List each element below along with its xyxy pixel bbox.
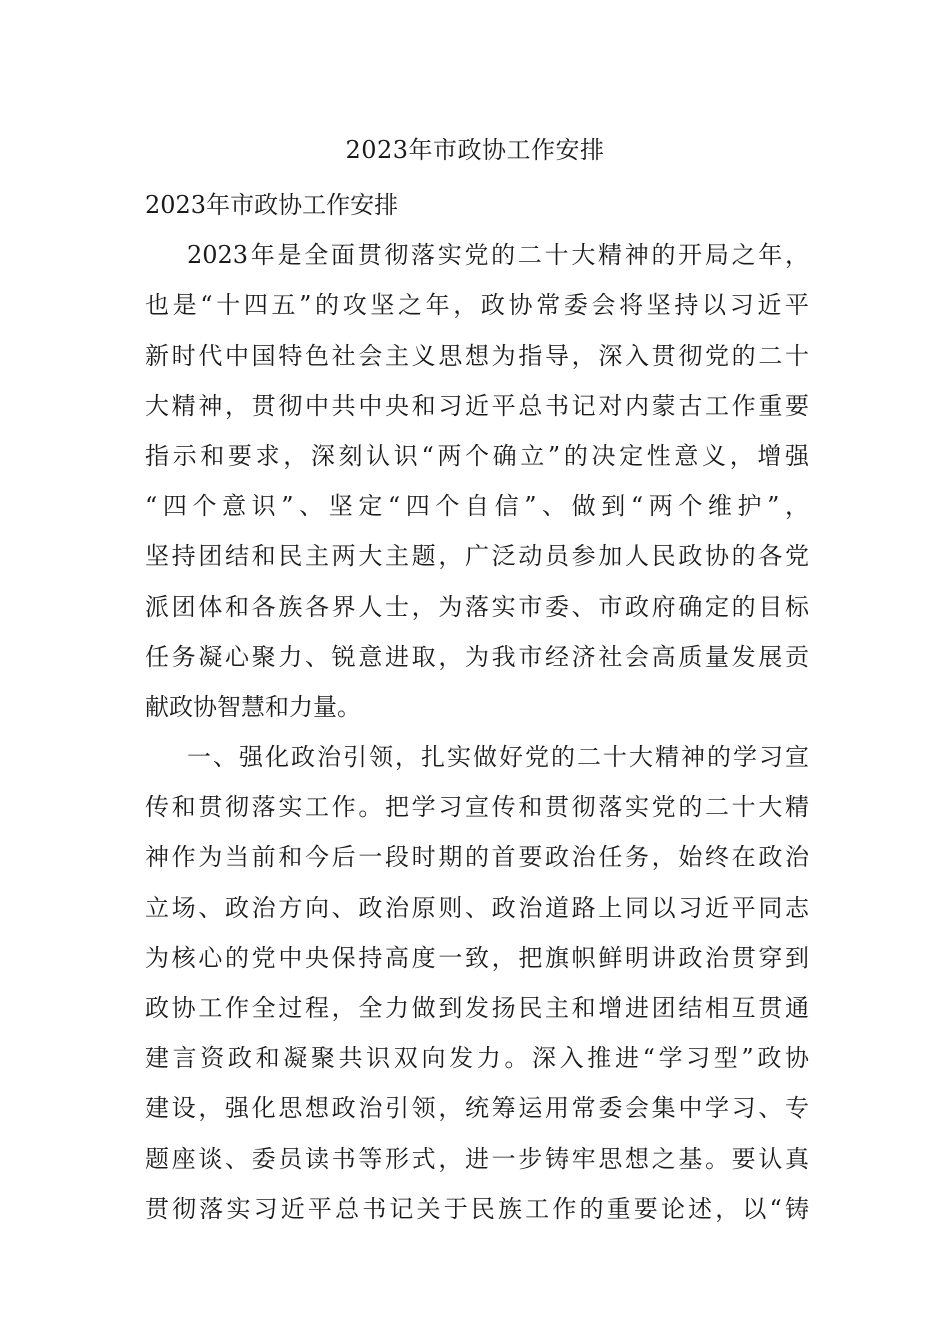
paragraph-line: 2023年是全面贯彻落实党的二十大精神的开局之年， <box>187 241 809 270</box>
paragraph-line: 坚持团结和民主两大主题，广泛动员参加人民政协的各党 <box>145 542 809 571</box>
paragraph-line: 建言资政和凝聚共识双向发力。深入推进“学习型”政协 <box>145 1044 809 1073</box>
paragraph-line: 大精神，贯彻中共中央和习近平总书记对内蒙古工作重要 <box>145 391 809 420</box>
paragraph-line: 派团体和各族各界人士，为落实市委、市政府确定的目标 <box>145 592 809 621</box>
paragraph-line: 指示和要求，深刻认识“两个确立”的决定性意义，增强 <box>145 441 809 470</box>
paragraph-line: 也是“十四五”的攻坚之年，政协常委会将坚持以习近平 <box>145 291 809 320</box>
paragraph-line: “四个意识”、坚定“四个自信”、做到“两个维护”， <box>145 492 809 521</box>
paragraph-line: 政协工作全过程，全力做到发扬民主和增进团结相互贯通 <box>145 994 809 1022</box>
paragraph-line: 为核心的党中央保持高度一致，把旗帜鲜明讲政治贯穿到 <box>145 943 809 972</box>
document-subtitle-line: 2023年市政协工作安排 <box>145 191 399 219</box>
paragraph-line: 贯彻落实习近平总书记关于民族工作的重要论述，以“铸 <box>145 1194 809 1223</box>
paragraph-line: 题座谈、委员读书等形式，进一步铸牢思想之基。要认真 <box>145 1144 809 1173</box>
paragraph-line: 神作为当前和今后一段时期的首要政治任务，始终在政治 <box>145 843 809 872</box>
paragraph-line: 新时代中国特色社会主义思想为指导，深入贯彻党的二十 <box>145 341 809 370</box>
paragraph-line: 传和贯彻落实工作。把学习宣传和贯彻落实党的二十大精 <box>145 793 809 822</box>
paragraph-line: 建设，强化思想政治引领，统筹运用常委会集中学习、专 <box>145 1094 809 1123</box>
paragraph-line: 一、强化政治引领，扎实做好党的二十大精神的学习宣 <box>187 743 809 772</box>
paragraph-line: 立场、政治方向、政治原则、政治道路上同以习近平同志 <box>145 893 809 922</box>
document-title: 2023年市政协工作安排 <box>345 136 605 164</box>
paragraph-line: 献政协智慧和力量。 <box>145 692 361 721</box>
document-body <box>145 180 809 1234</box>
paragraph-line: 任务凝心聚力、锐意进取，为我市经济社会高质量发展贡 <box>145 642 809 671</box>
